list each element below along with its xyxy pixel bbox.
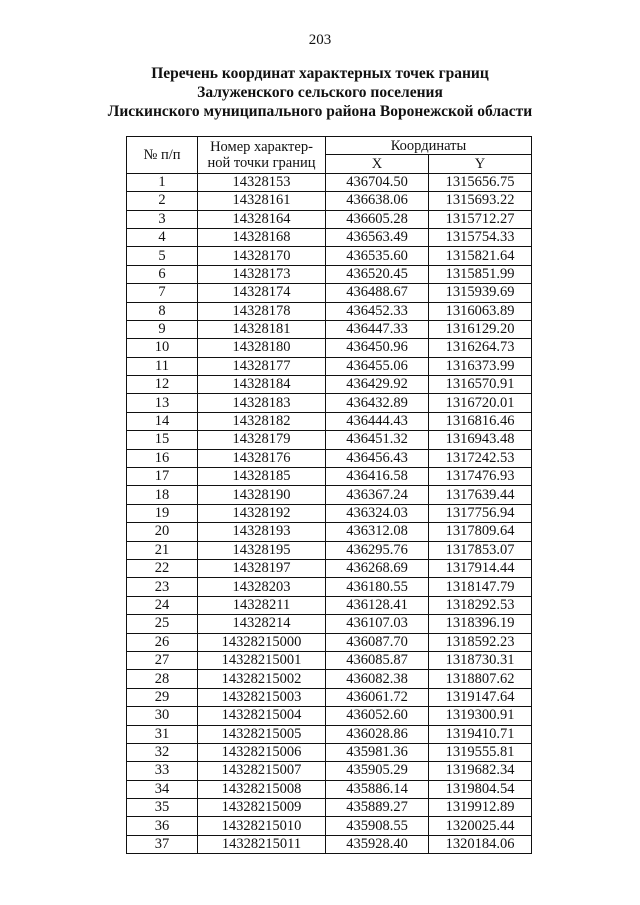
cell-y: 1315821.64 bbox=[429, 247, 532, 265]
table-row bbox=[127, 431, 532, 449]
table-row bbox=[127, 670, 532, 688]
cell-num: 4 bbox=[127, 228, 198, 246]
cell-num: 23 bbox=[127, 578, 198, 596]
cell-num: 2 bbox=[127, 192, 198, 210]
cell-num: 31 bbox=[127, 725, 198, 743]
cell-x: 435905.29 bbox=[326, 762, 429, 780]
cell-point-number: 14328214 bbox=[198, 615, 326, 633]
table-body bbox=[127, 173, 532, 853]
cell-y: 1317242.53 bbox=[429, 449, 532, 467]
cell-num: 33 bbox=[127, 762, 198, 780]
cell-point-number: 14328215011 bbox=[198, 835, 326, 853]
cell-y: 1315939.69 bbox=[429, 284, 532, 302]
cell-x: 436452.33 bbox=[326, 302, 429, 320]
cell-y: 1317914.44 bbox=[429, 559, 532, 577]
cell-x: 436107.03 bbox=[326, 615, 429, 633]
cell-y: 1318292.53 bbox=[429, 596, 532, 614]
cell-point-number: 14328181 bbox=[198, 320, 326, 338]
table-row bbox=[127, 799, 532, 817]
table-row bbox=[127, 486, 532, 504]
cell-num: 32 bbox=[127, 743, 198, 761]
table-row bbox=[127, 173, 532, 191]
table-row bbox=[127, 523, 532, 541]
cell-y: 1319912.89 bbox=[429, 799, 532, 817]
cell-y: 1317639.44 bbox=[429, 486, 532, 504]
cell-num: 37 bbox=[127, 835, 198, 853]
header-num: № п/п bbox=[127, 137, 198, 174]
title-line-1: Перечень координат характерных точек границ bbox=[151, 65, 489, 82]
table-row bbox=[127, 504, 532, 522]
cell-y: 1320184.06 bbox=[429, 835, 532, 853]
cell-num: 14 bbox=[127, 412, 198, 430]
cell-y: 1320025.44 bbox=[429, 817, 532, 835]
cell-x: 436268.69 bbox=[326, 559, 429, 577]
cell-point-number: 14328215002 bbox=[198, 670, 326, 688]
cell-point-number: 14328177 bbox=[198, 357, 326, 375]
cell-num: 17 bbox=[127, 468, 198, 486]
cell-y: 1315656.75 bbox=[429, 173, 532, 191]
table-row bbox=[127, 357, 532, 375]
table-row bbox=[127, 780, 532, 798]
cell-y: 1318592.23 bbox=[429, 633, 532, 651]
cell-num: 15 bbox=[127, 431, 198, 449]
cell-y: 1319804.54 bbox=[429, 780, 532, 798]
table-row bbox=[127, 835, 532, 853]
table-row bbox=[127, 559, 532, 577]
cell-x: 436520.45 bbox=[326, 265, 429, 283]
table-row bbox=[127, 210, 532, 228]
table-row bbox=[127, 247, 532, 265]
cell-y: 1315712.27 bbox=[429, 210, 532, 228]
table-row bbox=[127, 320, 532, 338]
table-row bbox=[127, 596, 532, 614]
cell-num: 18 bbox=[127, 486, 198, 504]
cell-x: 436061.72 bbox=[326, 688, 429, 706]
header-point-number bbox=[198, 137, 326, 174]
table-row bbox=[127, 541, 532, 559]
table-row bbox=[127, 412, 532, 430]
cell-point-number: 14328184 bbox=[198, 376, 326, 394]
cell-num: 10 bbox=[127, 339, 198, 357]
cell-point-number: 14328176 bbox=[198, 449, 326, 467]
cell-x: 436451.32 bbox=[326, 431, 429, 449]
cell-point-number: 14328153 bbox=[198, 173, 326, 191]
cell-x: 436052.60 bbox=[326, 707, 429, 725]
cell-num: 34 bbox=[127, 780, 198, 798]
cell-x: 436535.60 bbox=[326, 247, 429, 265]
cell-x: 436312.08 bbox=[326, 523, 429, 541]
table-row bbox=[127, 817, 532, 835]
table-row bbox=[127, 743, 532, 761]
cell-num: 8 bbox=[127, 302, 198, 320]
cell-point-number: 14328197 bbox=[198, 559, 326, 577]
cell-y: 1316570.91 bbox=[429, 376, 532, 394]
title-line-3: Лискинского муниципального района Воронежской области bbox=[107, 103, 533, 120]
table-row bbox=[127, 762, 532, 780]
cell-num: 1 bbox=[127, 173, 198, 191]
cell-point-number: 14328185 bbox=[198, 468, 326, 486]
cell-y: 1319682.34 bbox=[429, 762, 532, 780]
cell-point-number: 14328192 bbox=[198, 504, 326, 522]
table-row bbox=[127, 468, 532, 486]
table-row bbox=[127, 394, 532, 412]
cell-point-number: 14328195 bbox=[198, 541, 326, 559]
cell-x: 435886.14 bbox=[326, 780, 429, 798]
table-row bbox=[127, 688, 532, 706]
cell-x: 436416.58 bbox=[326, 468, 429, 486]
cell-num: 24 bbox=[127, 596, 198, 614]
cell-point-number: 14328190 bbox=[198, 486, 326, 504]
cell-num: 13 bbox=[127, 394, 198, 412]
cell-y: 1316063.89 bbox=[429, 302, 532, 320]
header-coords: Координаты bbox=[326, 137, 532, 155]
cell-y: 1317809.64 bbox=[429, 523, 532, 541]
cell-point-number: 14328215007 bbox=[198, 762, 326, 780]
cell-y: 1315693.22 bbox=[429, 192, 532, 210]
page-number: 203 bbox=[308, 32, 332, 48]
cell-x: 436180.55 bbox=[326, 578, 429, 596]
cell-num: 28 bbox=[127, 670, 198, 688]
header-point-line-1: Номер характер- bbox=[210, 138, 313, 155]
cell-x: 436638.06 bbox=[326, 192, 429, 210]
document-title bbox=[0, 64, 640, 121]
cell-num: 25 bbox=[127, 615, 198, 633]
cell-point-number: 14328203 bbox=[198, 578, 326, 596]
cell-x: 435928.40 bbox=[326, 835, 429, 853]
table-row bbox=[127, 228, 532, 246]
cell-num: 35 bbox=[127, 799, 198, 817]
table-row bbox=[127, 302, 532, 320]
cell-y: 1318396.19 bbox=[429, 615, 532, 633]
cell-x: 436456.43 bbox=[326, 449, 429, 467]
cell-point-number: 14328173 bbox=[198, 265, 326, 283]
cell-x: 436295.76 bbox=[326, 541, 429, 559]
cell-y: 1319555.81 bbox=[429, 743, 532, 761]
cell-num: 19 bbox=[127, 504, 198, 522]
header-x: X bbox=[326, 155, 429, 173]
cell-y: 1316129.20 bbox=[429, 320, 532, 338]
cell-num: 36 bbox=[127, 817, 198, 835]
header-y: Y bbox=[429, 155, 532, 173]
cell-x: 436447.33 bbox=[326, 320, 429, 338]
table-row bbox=[127, 633, 532, 651]
title-line-2: Залуженского сельского поселения bbox=[197, 84, 443, 101]
cell-x: 436082.38 bbox=[326, 670, 429, 688]
cell-x: 436488.67 bbox=[326, 284, 429, 302]
cell-point-number: 14328215003 bbox=[198, 688, 326, 706]
cell-x: 436128.41 bbox=[326, 596, 429, 614]
table-row bbox=[127, 725, 532, 743]
cell-x: 436429.92 bbox=[326, 376, 429, 394]
cell-y: 1318730.31 bbox=[429, 651, 532, 669]
cell-x: 435908.55 bbox=[326, 817, 429, 835]
coordinates-table bbox=[126, 136, 532, 854]
cell-x: 436085.87 bbox=[326, 651, 429, 669]
cell-point-number: 14328183 bbox=[198, 394, 326, 412]
cell-x: 436704.50 bbox=[326, 173, 429, 191]
cell-x: 436563.49 bbox=[326, 228, 429, 246]
cell-point-number: 14328215010 bbox=[198, 817, 326, 835]
cell-x: 436450.96 bbox=[326, 339, 429, 357]
cell-num: 20 bbox=[127, 523, 198, 541]
cell-point-number: 14328174 bbox=[198, 284, 326, 302]
cell-y: 1317756.94 bbox=[429, 504, 532, 522]
cell-y: 1315754.33 bbox=[429, 228, 532, 246]
cell-num: 22 bbox=[127, 559, 198, 577]
cell-num: 11 bbox=[127, 357, 198, 375]
cell-point-number: 14328170 bbox=[198, 247, 326, 265]
cell-num: 5 bbox=[127, 247, 198, 265]
table-row bbox=[127, 339, 532, 357]
table-row bbox=[127, 651, 532, 669]
cell-num: 27 bbox=[127, 651, 198, 669]
cell-x: 436432.89 bbox=[326, 394, 429, 412]
cell-num: 9 bbox=[127, 320, 198, 338]
cell-y: 1319147.64 bbox=[429, 688, 532, 706]
cell-point-number: 14328168 bbox=[198, 228, 326, 246]
cell-point-number: 14328193 bbox=[198, 523, 326, 541]
cell-point-number: 14328215001 bbox=[198, 651, 326, 669]
cell-x: 435981.36 bbox=[326, 743, 429, 761]
cell-num: 6 bbox=[127, 265, 198, 283]
cell-point-number: 14328215000 bbox=[198, 633, 326, 651]
cell-y: 1316373.99 bbox=[429, 357, 532, 375]
cell-point-number: 14328215004 bbox=[198, 707, 326, 725]
cell-y: 1319300.91 bbox=[429, 707, 532, 725]
cell-x: 436455.06 bbox=[326, 357, 429, 375]
table-row bbox=[127, 265, 532, 283]
cell-num: 30 bbox=[127, 707, 198, 725]
table-row bbox=[127, 578, 532, 596]
cell-x: 436087.70 bbox=[326, 633, 429, 651]
cell-point-number: 14328178 bbox=[198, 302, 326, 320]
cell-num: 26 bbox=[127, 633, 198, 651]
header-point-line-2: ной точки границ bbox=[207, 154, 316, 171]
cell-num: 3 bbox=[127, 210, 198, 228]
cell-point-number: 14328161 bbox=[198, 192, 326, 210]
cell-point-number: 14328215005 bbox=[198, 725, 326, 743]
cell-point-number: 14328182 bbox=[198, 412, 326, 430]
cell-y: 1318147.79 bbox=[429, 578, 532, 596]
table-row bbox=[127, 615, 532, 633]
cell-point-number: 14328179 bbox=[198, 431, 326, 449]
cell-y: 1318807.62 bbox=[429, 670, 532, 688]
cell-point-number: 14328164 bbox=[198, 210, 326, 228]
cell-y: 1316943.48 bbox=[429, 431, 532, 449]
cell-point-number: 14328215008 bbox=[198, 780, 326, 798]
cell-num: 21 bbox=[127, 541, 198, 559]
table-row bbox=[127, 376, 532, 394]
cell-y: 1316720.01 bbox=[429, 394, 532, 412]
table-row bbox=[127, 192, 532, 210]
cell-y: 1316264.73 bbox=[429, 339, 532, 357]
cell-x: 436444.43 bbox=[326, 412, 429, 430]
cell-point-number: 14328215009 bbox=[198, 799, 326, 817]
cell-y: 1317476.93 bbox=[429, 468, 532, 486]
cell-x: 436028.86 bbox=[326, 725, 429, 743]
cell-y: 1319410.71 bbox=[429, 725, 532, 743]
table-row bbox=[127, 449, 532, 467]
cell-num: 12 bbox=[127, 376, 198, 394]
cell-point-number: 14328211 bbox=[198, 596, 326, 614]
cell-x: 436367.24 bbox=[326, 486, 429, 504]
cell-num: 29 bbox=[127, 688, 198, 706]
cell-y: 1316816.46 bbox=[429, 412, 532, 430]
cell-x: 436324.03 bbox=[326, 504, 429, 522]
cell-point-number: 14328215006 bbox=[198, 743, 326, 761]
cell-point-number: 14328180 bbox=[198, 339, 326, 357]
cell-x: 436605.28 bbox=[326, 210, 429, 228]
table-row bbox=[127, 284, 532, 302]
cell-x: 435889.27 bbox=[326, 799, 429, 817]
cell-num: 7 bbox=[127, 284, 198, 302]
cell-num: 16 bbox=[127, 449, 198, 467]
table-row bbox=[127, 707, 532, 725]
cell-y: 1317853.07 bbox=[429, 541, 532, 559]
cell-y: 1315851.99 bbox=[429, 265, 532, 283]
